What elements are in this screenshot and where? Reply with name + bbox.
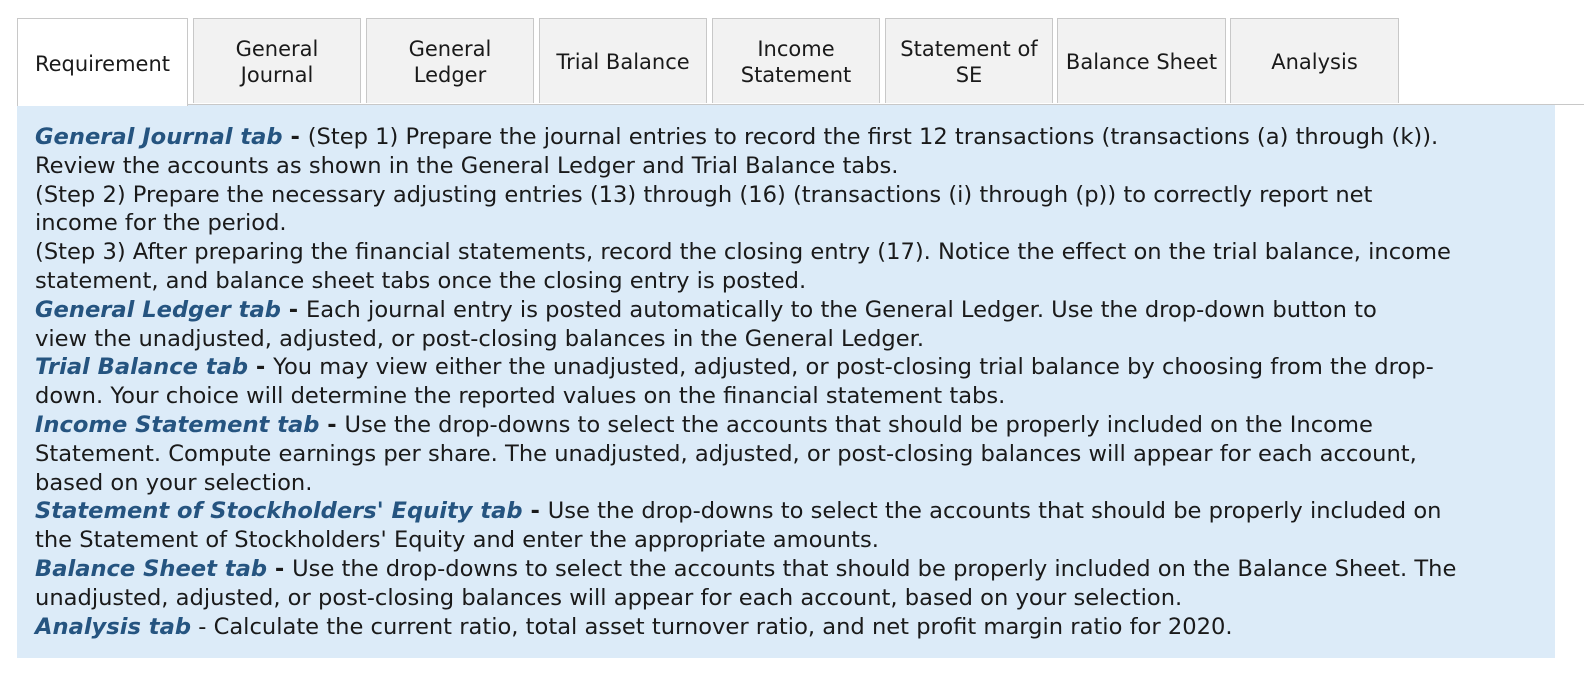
tab-trial-balance[interactable] <box>539 18 707 103</box>
tab-income-statement[interactable] <box>712 18 880 103</box>
requirement-line <box>35 123 1555 152</box>
requirement-line: Statement. Compute earnings per share. The unadjusted, adjusted, or post-closing balances will appear for each account, <box>35 440 1417 467</box>
requirement-line: income for the period. <box>35 210 287 237</box>
tab-statement-of-se[interactable] <box>885 18 1053 103</box>
separator: - <box>191 613 214 640</box>
requirement-line <box>35 555 1555 584</box>
tab-label: Analysis <box>1271 50 1358 74</box>
tab-analysis[interactable] <box>1230 18 1399 103</box>
requirement-line: statement, and balance sheet tabs once the closing entry is posted. <box>35 267 807 294</box>
requirement-text: Calculate the current ratio, total asset turnover ratio, and net profit margin ratio for 2020. <box>213 613 1233 640</box>
separator: - <box>280 296 307 323</box>
requirement-text: (Step 1) Prepare the journal entries to record the first 12 transactions (transactions (a) through (k)). <box>307 124 1439 150</box>
tab-bar <box>17 18 1584 105</box>
requirement-line <box>35 411 1555 440</box>
requirement-panel <box>17 105 1555 658</box>
separator: - <box>267 555 293 582</box>
separator: - <box>319 411 345 438</box>
requirement-line <box>35 497 1555 526</box>
tab-label: General Journal <box>235 37 319 87</box>
tab-label: General Ledger <box>408 37 492 87</box>
requirement-text: Use the drop-downs to select the accounts that should be properly included on the Balance Sheet. The <box>292 555 1457 582</box>
separator: - <box>282 124 308 150</box>
requirement-line: down. Your choice will determine the reported values on the financial statement tabs. <box>35 383 1006 410</box>
requirement-tab-name: Trial Balance tab <box>35 354 249 381</box>
requirement-line: (Step 3) After preparing the financial statements, record the closing entry (17). Notice the effect on the trial balance, income <box>35 239 1451 266</box>
tab-general-ledger[interactable] <box>366 18 534 103</box>
requirement-tab-name: Balance Sheet tab <box>35 555 268 582</box>
requirement-text: Use the drop-downs to select the accounts that should be properly included on the Income <box>344 411 1373 438</box>
requirement-tab-name: General Ledger tab <box>35 296 281 323</box>
tab-balance-sheet[interactable] <box>1057 18 1226 103</box>
requirement-text: Each journal entry is posted automatically to the General Ledger. Use the drop-down button to <box>306 296 1377 323</box>
tab-label: Balance Sheet <box>1065 50 1218 74</box>
requirement-tab-name: Income Statement tab <box>35 411 320 438</box>
tab-label: Requirement <box>34 51 171 76</box>
requirement-line: based on your selection. <box>35 469 313 496</box>
requirement-line <box>35 613 1555 642</box>
requirement-tab-name: Analysis tab <box>35 613 192 640</box>
requirement-line: (Step 2) Prepare the necessary adjusting entries (13) through (16) (transactions (i) through (p)) to correctly report net <box>35 181 1373 208</box>
tab-label: Income Statement <box>740 37 852 87</box>
requirement-line <box>35 296 1555 325</box>
separator: - <box>248 354 274 381</box>
requirement-line: Review the accounts as shown in the General Ledger and Trial Balance tabs. <box>35 152 899 179</box>
tab-general-journal[interactable] <box>193 18 361 103</box>
tab-requirement[interactable] <box>17 18 188 106</box>
requirement-tab-name: General Journal tab <box>35 124 283 150</box>
requirement-line: view the unadjusted, adjusted, or post-closing balances in the General Ledger. <box>35 325 925 352</box>
requirement-line: unadjusted, adjusted, or post-closing balances will appear for each account, based on your selection. <box>35 584 1183 611</box>
separator: - <box>522 498 548 525</box>
requirement-text: You may view either the unadjusted, adjusted, or post-closing trial balance by choosing from the drop- <box>273 354 1434 381</box>
tab-label: Trial Balance <box>556 50 690 74</box>
requirement-line <box>35 353 1555 382</box>
requirement-tab-name: Statement of Stockholders' Equity tab <box>35 498 523 525</box>
tab-label: Statement of SE <box>900 37 1038 87</box>
requirement-text: Use the drop-downs to select the accounts that should be properly included on <box>547 498 1442 525</box>
requirement-line: the Statement of Stockholders' Equity and enter the appropriate amounts. <box>35 527 879 554</box>
